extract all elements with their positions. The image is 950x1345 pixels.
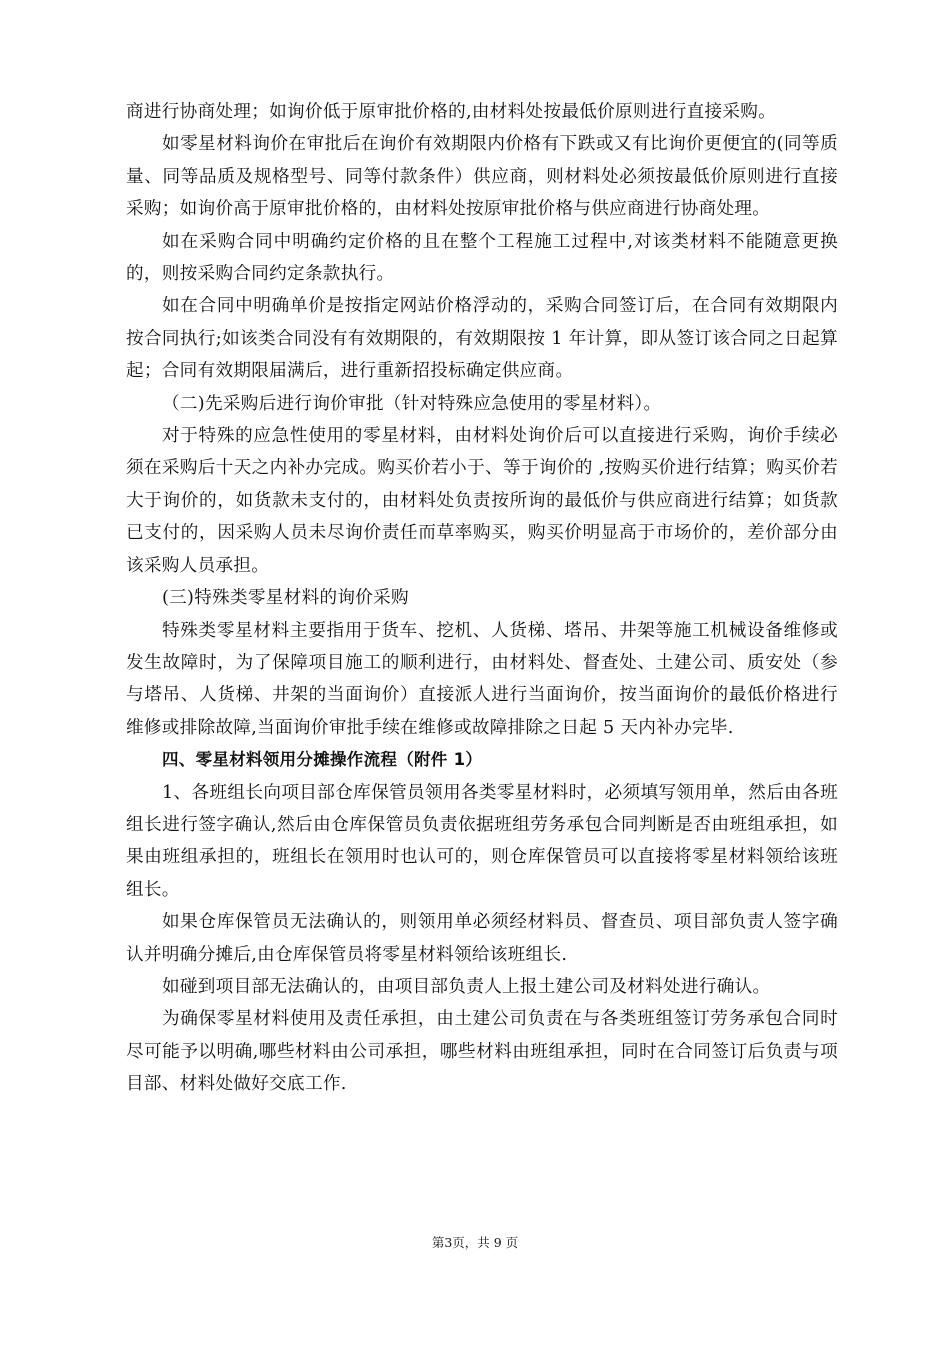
paragraph: 如在采购合同中明确约定价格的且在整个工程施工过程中,对该类材料不能随意更换的，则按采购合同约定条款执行。	[126, 231, 838, 285]
paragraph: 如在合同中明确单价是按指定网站价格浮动的，采购合同签订后，在合同有效期限内按合同执行;如该类合同没有有效期限的，有效期限按 1 年计算，即从签订该合同之日起算起；合同有效期限届满后，进行重新招投标确定供应商。	[126, 296, 838, 382]
subsection-heading: (三)特殊类零星材料的询价采购	[162, 588, 409, 609]
section-heading: 四、零星材料领用分摊操作流程（附件 1）	[162, 750, 483, 770]
paragraph: 商进行协商处理；如询价低于原审批价格的,由材料处按最低价原则进行直接采购。	[126, 102, 777, 122]
subsection-heading: （二)先采购后进行询价审批（针对特殊应急使用的零星材料）。	[162, 393, 662, 414]
paragraph: 如碰到项目部无法确认的，由项目部负责人上报土建公司及材料处进行确认。	[162, 976, 771, 997]
paragraph: 对于特殊的应急性使用的零星材料，由材料处询价后可以直接进行采购，询价手续必须在采购后十天之内补办完成。购买价若小于、等于询价的 ,按购买价进行结算；购买价若大于询价的，如货款未支付的，由材料处负责按所询的最低价与供应商进行结算；如货款已支付的，因采购人员未尽询价责任而草率购买，购买价明显高于市场价的，差价部分由该采购人员承担。	[126, 426, 838, 576]
paragraph: 1、各班组长向项目部仓库保管员领用各类零星材料时，必须填写领用单，然后由各班组长进行签字确认,然后由仓库保管员负责依据班组劳务承包合同判断是否由班组承担，如果由班组承担的，班组长在领用时也认可的，则仓库保管员可以直接将零星材料领给该班组长。	[126, 782, 838, 900]
paragraph: 特殊类零星材料主要指用于货车、挖机、人货梯、塔吊、井架等施工机械设备维修或发生故障时，为了保障项目施工的顺利进行，由材料处、督查处、土建公司、质安处（参与塔吊、人货梯、井架的当面询价）直接派人进行当面询价，按当面询价的最低价格进行维修或排除故障,当面询价审批手续在维修或故障排除之日起 5 天内补办完毕.	[126, 620, 838, 738]
paragraph: 如果仓库保管员无法确认的，则领用单必须经材料员、督查员、项目部负责人签字确认并明确分摊后,由仓库保管员将零星材料领给该班组长.	[126, 912, 838, 965]
document-body	[126, 96, 838, 1101]
paragraph: 为确保零星材料使用及责任承担，由土建公司负责在与各类班组签订劳务承包合同时尽可能予以明确,哪些材料由公司承担，哪些材料由班组承担，同时在合同签订后负责与项目部、材料处做好交底工作.	[126, 1009, 838, 1095]
page-number-label: 第3页，共 9 页	[431, 1235, 519, 1250]
page-footer	[0, 1235, 950, 1251]
paragraph: 如零星材料询价在审批后在询价有效期限内价格有下跌或又有比询价更便宜的(同等质量、同等品质及规格型号、同等付款条件）供应商，则材料处必须按最低价原则进行直接采购；如询价高于原审批价格的，由材料处按原审批价格与供应商进行协商处理。	[126, 134, 838, 220]
